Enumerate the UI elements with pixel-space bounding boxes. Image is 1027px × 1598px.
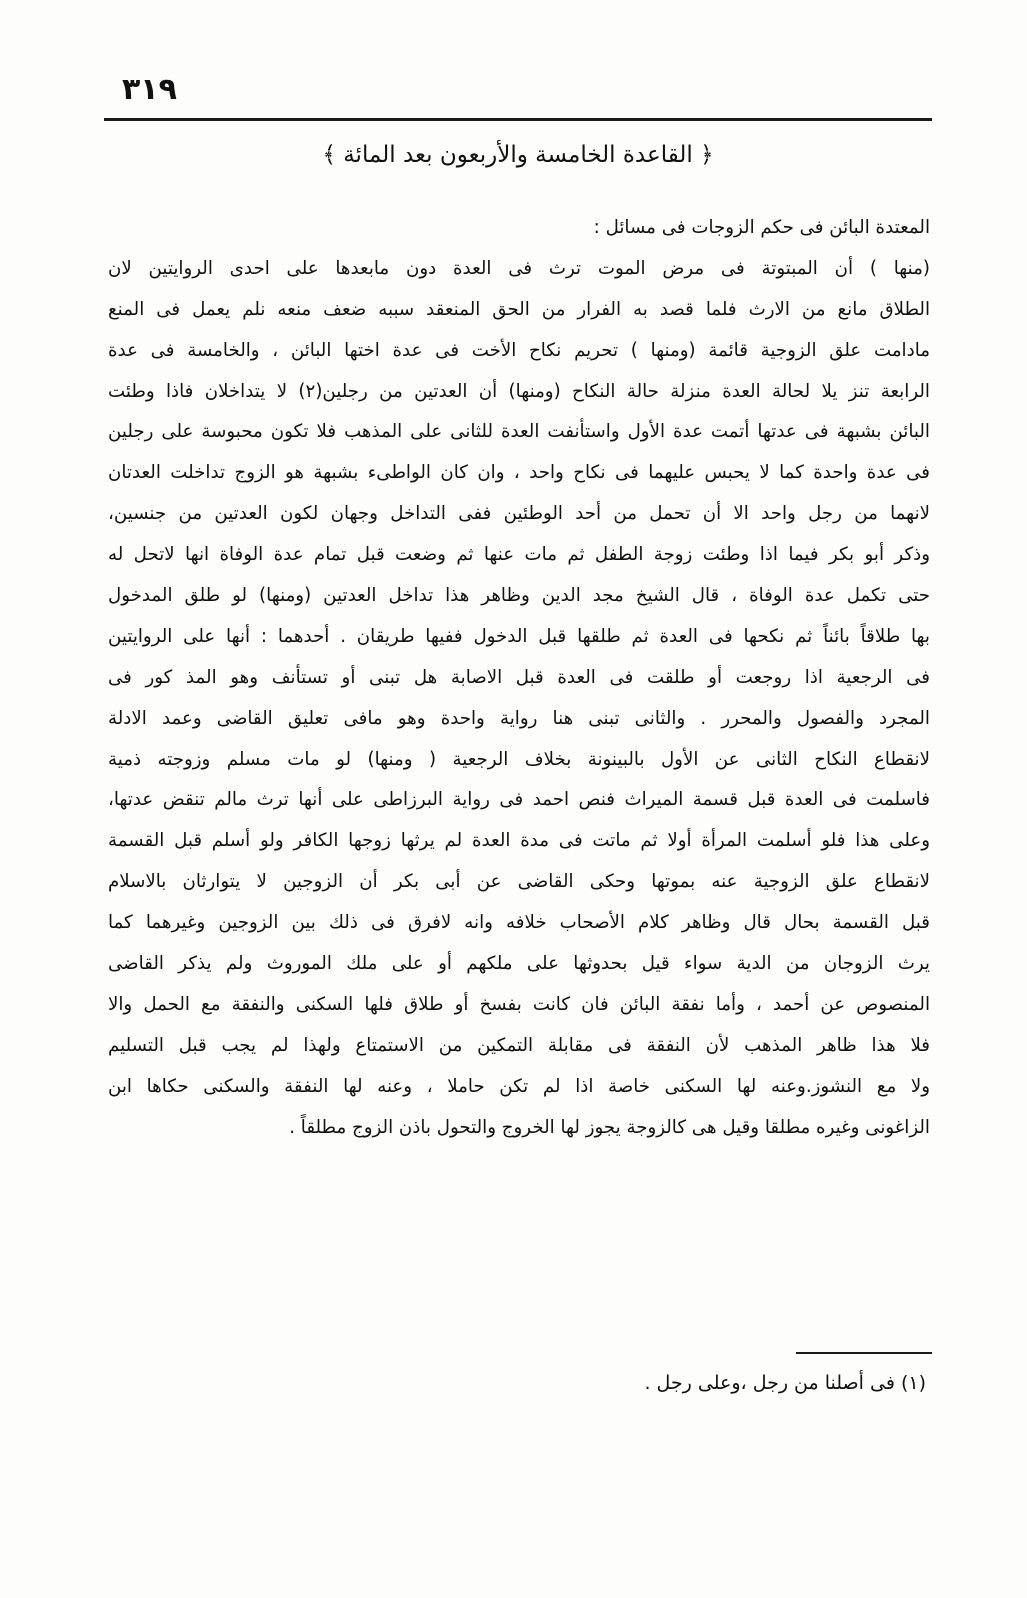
text-line: بها طلاقاً بائناً ثم نكحها فى العدة ثم طلقها قبل الدخول ففيها طريقان . أحدهما : أنها على الروايتين [108,625,930,647]
text-line: فلا هذا ظاهر المذهب لأن النفقة فى مقابلة التمكين من الاستمتاع ولهذا لم يجب قبل التسليم [108,1034,930,1056]
footnote-divider [796,1352,932,1354]
text-line: لانهما من رجل واحد الا أن تحمل من أحد الوطئين ففى التداخل وجهان لكون العدتين من جنسين، [108,503,930,525]
body-text [108,208,930,1148]
text-line: قبل القسمة بحال قال وظاهر كلام الأصحاب خلافه وانه لافرق فى ذلك بين الزوجين وغيرهما كما [108,912,930,934]
text-line: ولا مع النشوز.وعنه لها السكنى خاصة اذا لم تكن حاملا ، وعنه لها النفقة والسكنى حكاها ابن [108,1075,930,1097]
footnote: (١) فى أصلنا من رجل ،وعلى رجل . [644,1372,926,1394]
text-line: المنصوص عن أحمد ، وأما نفقة البائن فان كانت بفسخ أو طلاق فلها السكنى والنفقة مع الحمل والا [108,993,930,1015]
text-line: المعتدة البائن فى حكم الزوجات فى مسائل : [593,217,930,238]
text-line: فى الرجعية اذا روجعت أو طلقت فى العدة قبل الاصابة هل تبنى أو تستأنف وهو المذ كور فى [108,666,930,688]
text-line: وذكر أبو بكر فيما اذا وطئت زوجة الطفل ثم مات عنها ثم وضعت قبل تمام عدة الوفاة انها لاتحل له [108,544,930,566]
text-line: فاسلمت فى العدة قبل قسمة الميراث فنص احمد فى رواية البرزاطى على أنها ترث مالم تنقض عدتها، [108,789,930,811]
text-line: حتى تكمل عدة الوفاة ، قال الشيخ مجد الدين وظاهر هذا تداخل العدتين (ومنها) لو طلق المدخول [108,585,930,607]
chapter-title: ﴿ القاعدة الخامسة والأربعون بعد المائة ﴾ [322,142,714,168]
text-line: الطلاق مانع من الارث فلما قصد به الفرار من الحق المنعقد سببه ضعف منعه نلم يعمل فى المنع [108,298,930,320]
text-line: (منها ) أن المبتوتة فى مرض الموت ترث فى العدة دون مابعدها على احدى الروايتين لان [108,257,930,279]
text-line: فى عدة واحدة كما لا يحبس عليهما فى نكاح واحد ، وان كان الواطىء بشبهة هو الزوج تداخلت العدتان [108,462,930,484]
page-number: ٣١٩ [122,72,177,107]
text-line: لانقطاع علق الزوجية عنه بموتها وحكى القاضى عن أبى بكر أن الزوجين لا يتوارثان بالاسلام [108,871,930,893]
text-line: المجرد والفصول والمحرر . والثانى تبنى هنا رواية واحدة وهو مافى تعليق القاضى وعمد الادلة [108,707,930,729]
text-line: البائن بشبهة فى عدتها أتمت عدة الأول واستأنفت العدة للثانى على المذهب فلا تكون محبوسة على رجلين [108,421,930,443]
text-line: الزاغونى وغيره مطلقا وقيل هى كالزوجة يجوز لها الخروج والتحول باذن الزوج مطلقاً . [289,1116,930,1138]
text-line: الرابعة تنز يلا لحالة العدة منزلة حالة النكاح (ومنها) أن العدتين من رجلين(٢) لا يتداخلان فاذا وطئت [108,380,930,402]
header-divider [104,118,932,121]
text-line: لانقطاع النكاح الثانى عن الأول بالبينونة بخلاف الرجعية ( ومنها) لو مات مسلم وزوجته ذمية [108,748,930,770]
text-line: مادامت علق الزوجية قائمة (ومنها ) تحريم نكاح الأخت فى عدة اختها البائن ، والخامسة فى عدة [108,339,930,361]
text-line: وعلى هذا فلو أسلمت المرأة أولا ثم ماتت فى مدة العدة لم يرثها زوجها الكافر ولو أسلم قبل القسمة [108,830,930,852]
text-line: يرث الزوجان من الدية سواء قيل بحدوثها على ملكهم أو على ملك الموروث ولم يذكر القاضى [108,953,930,975]
